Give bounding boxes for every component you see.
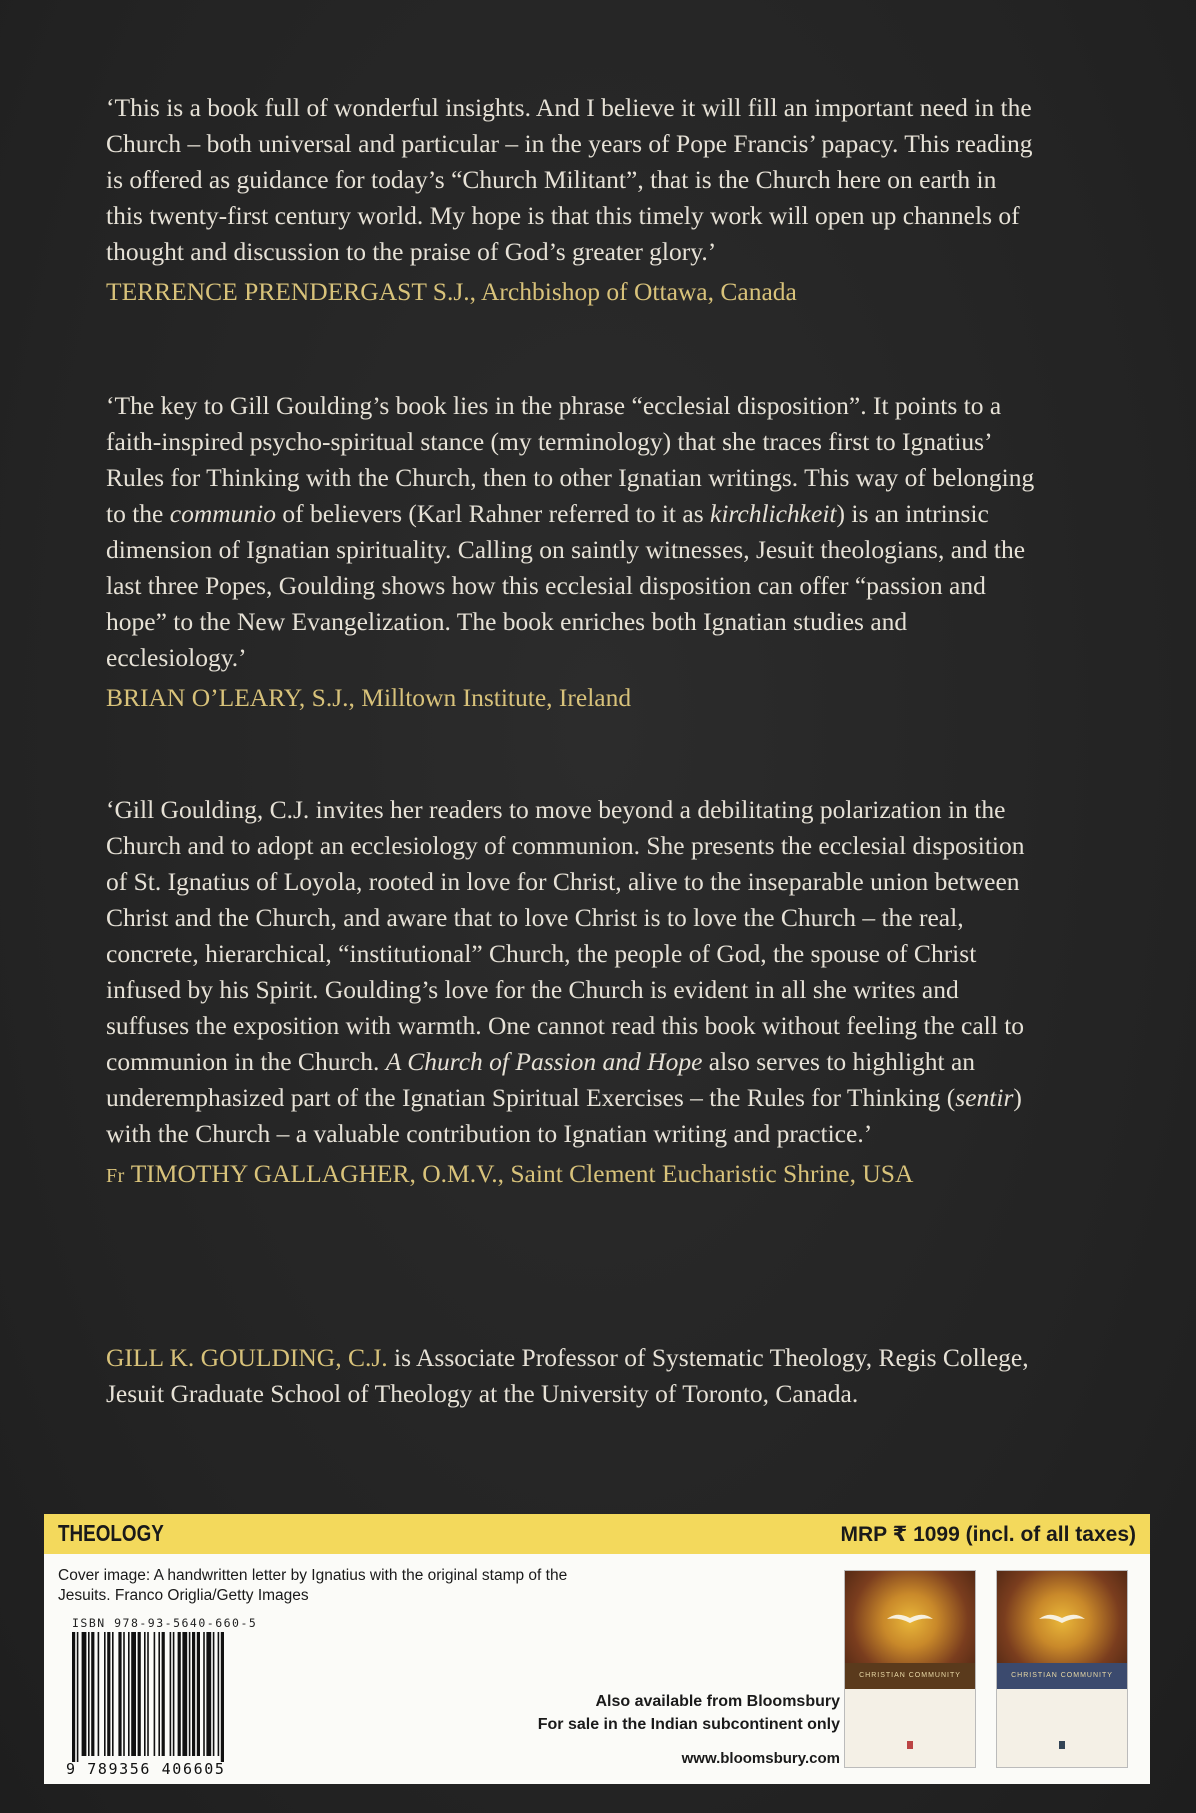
quote-italic: communio: [169, 499, 276, 528]
endorser-name: TERRENCE PRENDERGAST S.J.: [106, 277, 470, 306]
also-available-text: Also available from Bloomsbury: [595, 1693, 840, 1710]
price-label: MRP ₹ 1099 (incl. of all taxes): [840, 1523, 1136, 1546]
quote-text: of believers (Karl Rahner referred to it as: [275, 499, 710, 528]
series-title: CHRISTIAN COMMUNITY: [845, 1663, 975, 1689]
endorsement-attribution: [106, 1156, 1036, 1194]
cover-image-credit: Cover image: A handwritten letter by Ignatius with the original stamp of the Jesuits. Franco Origlia/Getty Images: [58, 1567, 568, 1604]
related-book-cover: [996, 1570, 1128, 1768]
endorser-title: Fr: [106, 1165, 125, 1187]
author-name: GILL K. GOULDING, C.J.: [106, 1343, 388, 1372]
subject-label: THEOLOGY: [58, 1520, 164, 1546]
quote-text: ‘The key to Gill Goulding’s book lies in the phrase “ecclesial disposition”. It points to a faith-inspired psycho-spiritual stance (my terminology) that she traces first to Ignatius’ Rules for Thinking with the Church, then to other Ignatian writings. This way of belonging to the: [106, 391, 1035, 528]
publisher-website: www.bloomsbury.com: [681, 1750, 840, 1767]
quote-text: also serves to highlight an underemphasized part of the Ignatian Spiritual Exercises – the Rules for Thinking (: [106, 1047, 976, 1112]
barcode-digits: 9 789356 406605: [66, 1760, 226, 1778]
publisher-panel: [44, 1514, 1150, 1784]
quote-italic: sentir: [955, 1083, 1014, 1112]
endorsement-1: [106, 90, 1036, 310]
quote-text: ‘Gill Goulding, C.J. invites her readers to move beyond a debilitating polarization in the Church and to adopt an ecclesiology of communion. She presents the ecclesial disposition of St. Ignatius of Loyola, rooted in love for Christ, alive to the inseparable union between Christ and the Church, and aware that to love Christ is to love the Church – the real, concrete, hierarchical, “institutional” Church, the people of God, the spouse of Christ infused by his Spirit. Goulding’s love for the Church is evident in all she writes and suffuses the exposition with warmth. One cannot read this book without feeling the call to communion in the Church.: [106, 795, 1025, 1076]
quote-italic: A Church of Passion and Hope: [385, 1047, 703, 1076]
dove-icon: [1037, 1609, 1087, 1629]
endorsement-quote: [106, 388, 1036, 676]
endorser-name: TIMOTHY GALLAGHER, O.M.V.: [124, 1159, 498, 1188]
endorsement-quote: [106, 792, 1036, 1152]
author-bio: [106, 1340, 1036, 1412]
author-bio-text: is Associate Professor of Systematic Theology, Regis College, Jesuit Graduate School of Theology at the University of Toronto, Canada.: [106, 1343, 1029, 1408]
related-book-cover: [844, 1570, 976, 1768]
publisher-mark-icon: [907, 1741, 913, 1749]
dove-icon: [885, 1609, 935, 1629]
quote-text: ) with the Church – a valuable contribution to Ignatian writing and practice.’: [106, 1083, 1022, 1148]
endorser-affiliation: , Milltown Institute, Ireland: [348, 683, 632, 712]
for-sale-text: For sale in the Indian subcontinent only: [537, 1716, 840, 1733]
availability-note: [538, 1690, 840, 1736]
endorsement-quote: ‘This is a book full of wonderful insights. And I believe it will fill an important need in the Church – both universal and particular – in the years of Pope Francis’ papacy. This reading is offered as guidance for today’s “Church Militant”, that is the Church here on earth in this twenty-first century world. My hope is that this timely work will open up channels of thought and discussion to the praise of God’s greater glory.’: [106, 93, 1033, 266]
endorser-affiliation: , Archbishop of Ottawa, Canada: [469, 277, 797, 306]
quote-text: ) is an intrinsic dimension of Ignatian spirituality. Calling on saintly witnesses, Jesuit theologians, and the last three Popes, Goulding shows how this ecclesial disposition can offer “passion and hope” to the New Evangelization. The book enriches both Ignatian studies and ecclesiology.’: [106, 499, 1026, 672]
endorsement-attribution: [106, 274, 1036, 310]
endorser-name: BRIAN O’LEARY, S.J.: [106, 683, 349, 712]
series-title: CHRISTIAN COMMUNITY: [997, 1663, 1127, 1689]
endorser-affiliation: , Saint Clement Eucharistic Shrine, USA: [497, 1159, 914, 1188]
endorsement-2: [106, 388, 1036, 716]
barcode: [70, 1632, 286, 1762]
publisher-mark-icon: [1059, 1741, 1065, 1749]
isbn-label: ISBN 978-93-5640-660-5: [72, 1616, 258, 1630]
category-band: [44, 1514, 1150, 1554]
endorsement-3: [106, 792, 1036, 1194]
quote-italic: kirchlichkeit: [710, 499, 837, 528]
endorsement-attribution: [106, 680, 1036, 716]
